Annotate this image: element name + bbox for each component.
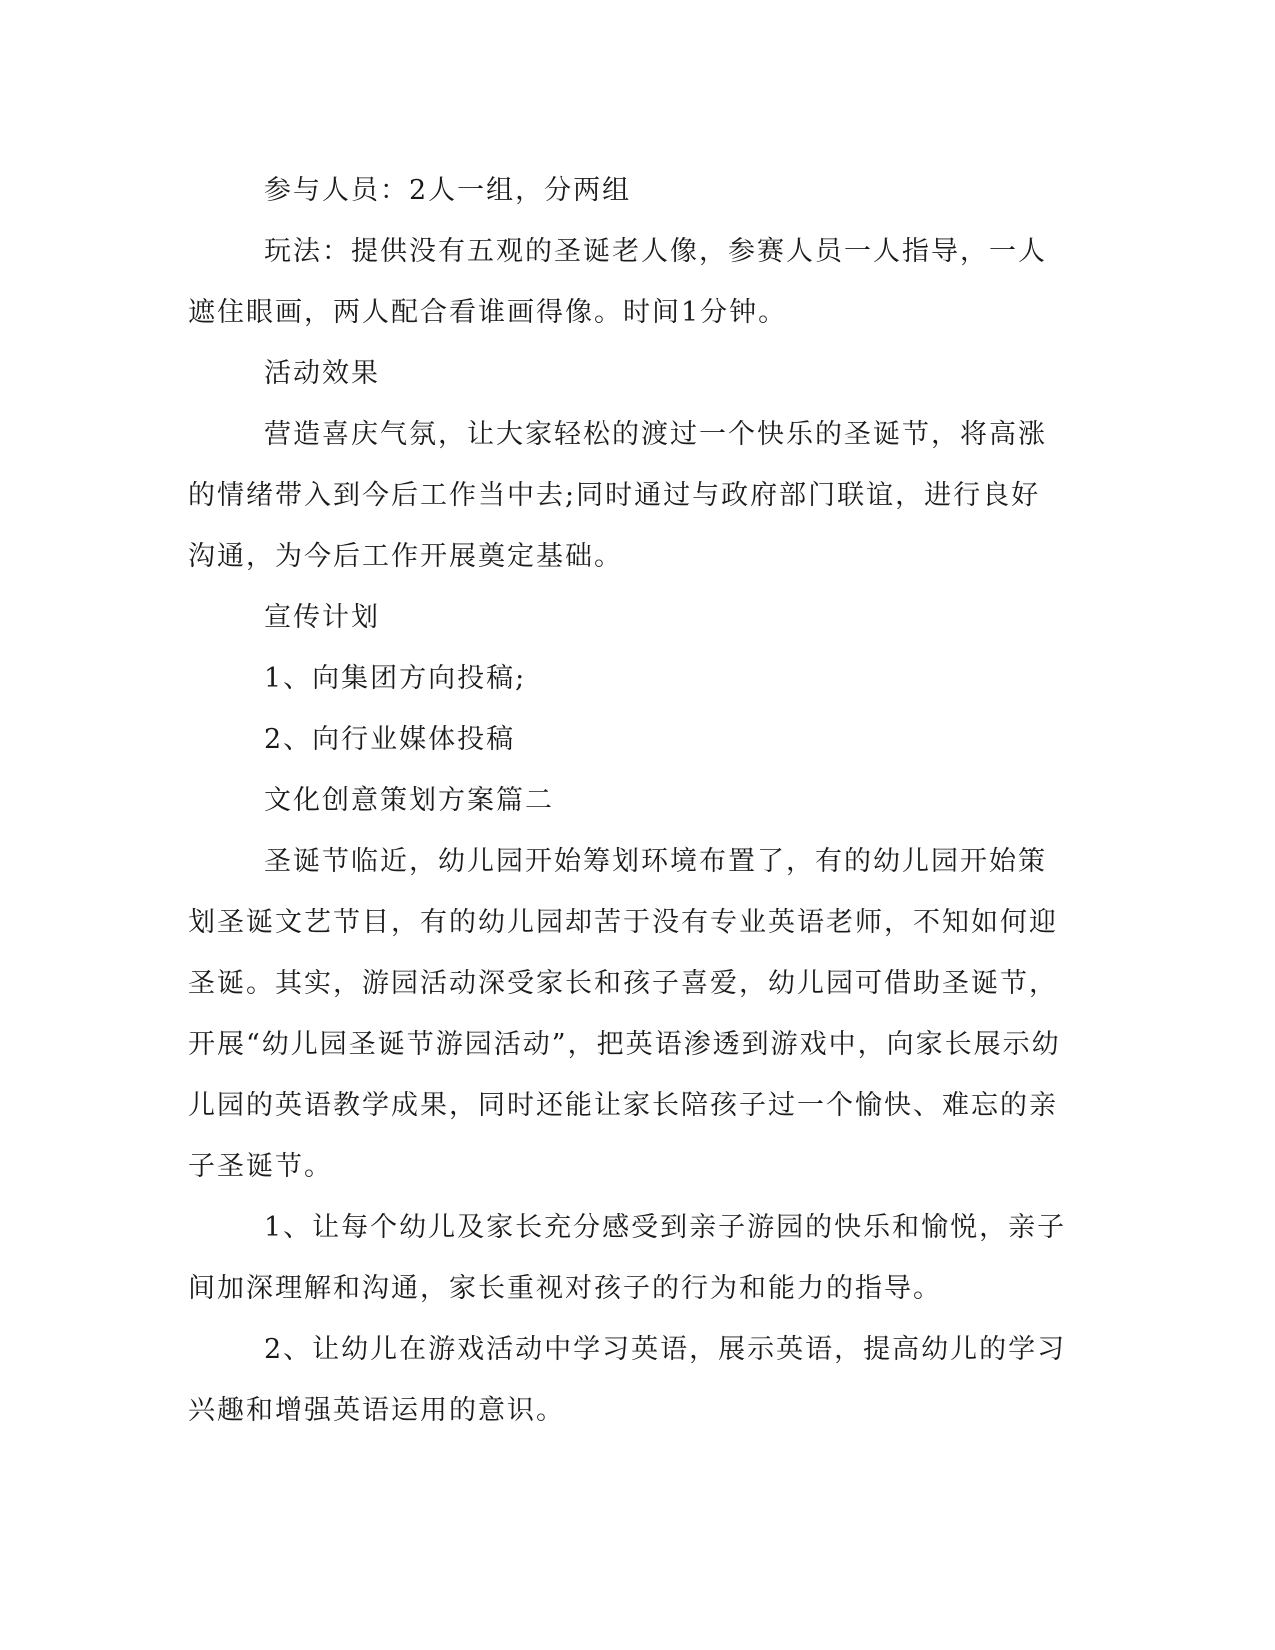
participants-paragraph: 参与人员：2人一组，分两组 [264, 175, 632, 206]
section-heading-publicity: 宣传计划 [264, 602, 380, 633]
intro-paragraph: 圣诞节临近，幼儿园开始筹划环境布置了，有的幼儿园开始策划圣诞文艺节目，有的幼儿园却苦于没有专业英语老师，不知如何迎圣诞。其实，游园活动深受家长和孩子喜爱，幼儿园可借助圣诞节，开展“幼儿园圣诞节游园活动”，把英语渗透到游戏中，向家长展示幼儿园的英语教学成果，同时还能让家长陪孩子过一个愉快、难忘的亲子圣诞节。 [188, 846, 1061, 1182]
section-heading-effect: 活动效果 [264, 358, 380, 389]
document-body [188, 160, 1068, 1441]
goal-paragraph-1: 1、让每个幼儿及家长充分感受到亲子游园的快乐和愉悦，亲子间加深理解和沟通，家长重视对孩子的行为和能力的指导。 [188, 1212, 1067, 1304]
goal-paragraph-2: 2、让幼儿在游戏活动中学习英语，展示英语，提高幼儿的学习兴趣和增强英语运用的意识。 [188, 1334, 1067, 1426]
effect-paragraph: 营造喜庆气氛，让大家轻松的渡过一个快乐的圣诞节，将高涨的情绪带入到今后工作当中去;同时通过与政府部门联谊，进行良好沟通，为今后工作开展奠定基础。 [188, 419, 1047, 572]
publicity-item-2: 2、向行业媒体投稿 [264, 724, 516, 755]
publicity-item-1: 1、向集团方向投稿; [264, 663, 527, 694]
section-heading-plan-two: 文化创意策划方案篇二 [264, 785, 554, 816]
gameplay-paragraph: 玩法：提供没有五观的圣诞老人像，参赛人员一人指导，一人遮住眼画，两人配合看谁画得像。时间1分钟。 [188, 236, 1047, 328]
